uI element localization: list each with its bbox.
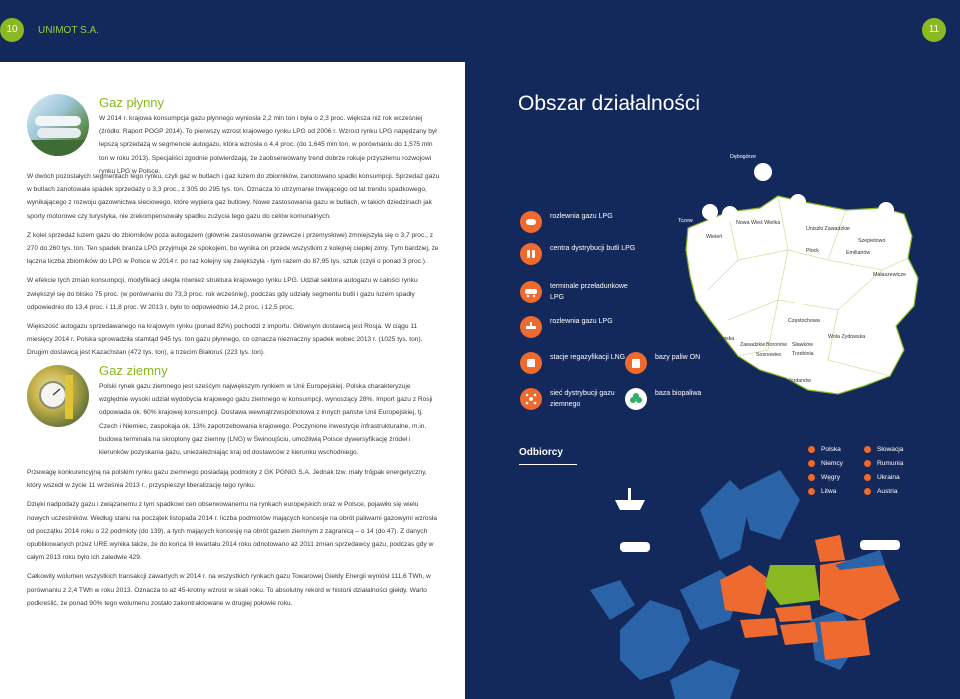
natgas-paragraph: Polski rynek gazu ziemnego jest sześćym największym rynkiem w Unii Europejskiej. Polska charakteryzuje względnie wysoki udział wydobycia krajowego gazu ziemnego w konsumpcji, wynoszący 28%. Import gazu z Rosji odpowiada ok. 60% krajowej konsumpcji. Dostawa wewnątrzwspólnotowa z innych państw Unii Europejskiej, tj. Czech i Niemiec, zaspokaja ok. 13% zapotrzebowania krajowego. Poczynione inwestycje infrastrukturalne, m.in. budowa terminala na skroplony gaz ziemny (LNG) w Świnoujściu, umożliwią Polsce dywersyfikację źródeł i kierunków pozyskania gazu, uniezależniając kraj od dostawców z kierunku wschodniego. bbox=[99, 383, 433, 457]
map-label: Zawadzkie bbox=[740, 342, 766, 348]
country-shape bbox=[590, 580, 635, 620]
map-marker bbox=[790, 194, 806, 210]
lpg-paragraph: W efekcie tych zmian konsumpcji, modyfikacji uległa również struktura krajowego rynku LPG. Udział sektora autogazu w całości rynku zwiększył się do blisko 75 proc. (w porównaniu do 73,3 proc. rok wcześniej), podczas gdy udziały segmentu butli i gazu luzem spadły odpowiednio do 13,4 proc. i 11,8 proc. W 2013 r. było to odpowiednio 14,2 proc. i 12,5 proc. bbox=[27, 277, 418, 311]
map-label: Sławków bbox=[792, 342, 813, 348]
country-shape bbox=[740, 470, 800, 540]
map-label: Boronów bbox=[766, 342, 787, 348]
bullet-icon bbox=[808, 460, 815, 467]
natgas-text-top bbox=[99, 380, 441, 465]
bullet-icon bbox=[808, 446, 815, 453]
lithuania-shape bbox=[815, 535, 845, 562]
lpg-text-body bbox=[27, 170, 441, 366]
map-marker bbox=[702, 204, 718, 220]
page-number-left: 10 bbox=[0, 18, 24, 42]
lpg-paragraph: Większość autogazu sprzedawanego na krajowym rynku (ponad 82%) pochodzi z importu. Głównym dostawcą jest Rosja. W ciągu 11 miesięcy 2014 r. Polska sprowadziła stamtąd 945 tys. ton gazu płynnego, co oznacza nieznaczny spadek wobec 2013 r. (1025 tys. ton). Drugim dostawcą jest Kazachstan (472 tys. ton), a trzecim Białoruś (223 tys. ton). bbox=[27, 323, 423, 357]
map-label: Wola Zydowska bbox=[828, 334, 866, 340]
recipients-divider bbox=[519, 464, 577, 465]
map-label: Wieleń bbox=[706, 234, 723, 240]
map-label: Emilianów bbox=[846, 250, 871, 256]
left-page bbox=[0, 0, 465, 699]
map-label: Jordanów bbox=[788, 378, 811, 384]
recipient-item: Litwa bbox=[808, 488, 836, 495]
rail-tanker-icon bbox=[860, 540, 900, 550]
tanks-illustration bbox=[27, 94, 89, 156]
recipient-item: Niemcy bbox=[808, 460, 843, 467]
legend-label: sieć dystrybucji gazu ziemnego bbox=[550, 390, 615, 408]
map-label: Tczew bbox=[678, 218, 693, 224]
legend-item-lng-stations bbox=[520, 352, 640, 374]
natgas-paragraph: Całkowity wolumen wszystkich transakcji zawartych w 2014 r. na wszystkich rynkach gazu Towarowej Giełdy Energii wyniósł 111,6 TWh, w porównaniu z 2,4 TWh w roku 2013. Oznacza to aż 45-krotny wzrost w skali roku. To absolutny rekord w historii działalności giełdy. Warto podkreślić, że ponad 90% tego wolumenu zostało zakontraktowane w drugiej połowie roku. bbox=[27, 573, 431, 607]
recipient-item: Węgry bbox=[808, 474, 840, 481]
gas-meter-photo bbox=[27, 365, 89, 427]
map-marker bbox=[790, 302, 806, 318]
map-label: Nowa Wieś Wielka bbox=[736, 220, 781, 226]
legend-item-terminals bbox=[520, 281, 640, 303]
romania-shape bbox=[820, 620, 870, 660]
country-shape bbox=[670, 660, 740, 699]
legend-label: terminale przeładunkowe LPG bbox=[550, 283, 628, 301]
recipient-countries bbox=[720, 535, 900, 660]
legend-item-gas-network bbox=[520, 388, 640, 410]
lpg-tanks-photo bbox=[27, 94, 89, 156]
natgas-heading: Gaz ziemny bbox=[99, 363, 168, 378]
natgas-paragraph: Przewagę konkurencyjną na polskim rynku gazu ziemnego posiadają podmioty z GK PGNiG S.A. Jednak tzw. mały trójpak energetyczny, który wszedł w życie 11 września 2013 r., przyspieszył liberalizację tego rynku. bbox=[27, 469, 427, 490]
lpg-paragraph: Z kolei sprzedaż luzem gazu do zbiorników poza autogazem (głównie zastosowanie grzewcze i przemysłowe) zmniejszyła się o 3,7 proc., z 270 do 260 tys. ton. Ten spadek branża LPG przyjmuje ze spokojem, bo wynika on przede wszystkim z kolejnej ciepłej zimy. Tym bardziej, że łączna liczba zbiorników do LPG w Polsce w 2014 r. po raz kolejny się zwiększyła - tym razem do 87,95 tys. sztuk (czyli o ponad 3 proc.). bbox=[27, 231, 439, 266]
slovakia-shape bbox=[775, 605, 812, 622]
natgas-paragraph: Dzięki nadpodaży gazu i związanemu z tym spadkowi cen obserwowanemu na rynkach europejskich oraz w Polsce, pojawiło się wielu nowych uczestników. Według stanu na początek listopada 2014 r. liczba podmiotów mających koncesje na obrót paliwami gazowymi wzrosła od początku 2014 roku o 22 podmioty (do 139), a tych mających koncesję na obrót gazem ziemnym z zagranicą – o 14 (do 47). Z danych opublikowanych przez URE wynika także, że do końca III kwartału 2014 roku odnotowano aż 2011 zmian sprzedawcy gazu, podczas gdy w całym 2013 roku było ich zaledwie 429. bbox=[27, 501, 437, 562]
map-marker bbox=[878, 202, 894, 218]
recipient-item: Polska bbox=[808, 446, 841, 453]
legend-item-cylinder-centers bbox=[520, 243, 640, 265]
country-shape bbox=[620, 600, 690, 680]
network-icon bbox=[520, 388, 542, 410]
legend-label: stacje regazyfikacji LNG bbox=[550, 354, 626, 361]
lpg-heading: Gaz płynny bbox=[99, 95, 165, 110]
recipients-heading: Odbiorcy bbox=[519, 447, 563, 458]
rail-tanker-icon bbox=[520, 281, 542, 303]
poland-outline bbox=[686, 196, 918, 394]
page-number-right: 11 bbox=[922, 18, 946, 42]
legend-item-lpg-plant-2 bbox=[520, 316, 640, 338]
germany-shape bbox=[720, 565, 770, 615]
legend-label: rozlewnia gazu LPG bbox=[550, 213, 613, 220]
recipient-item: Ukraina bbox=[864, 474, 900, 481]
map-label: Niwiska bbox=[716, 336, 735, 342]
truck-tank-icon bbox=[620, 542, 650, 552]
map-marker bbox=[754, 163, 772, 181]
company-name: UNIMOT S.A. bbox=[38, 25, 99, 36]
lpg-paragraph: W 2014 r. krajowa konsumpcja gazu płynnego wyniosła 2,2 mln ton i była o 2,3 proc. większa niż rok wcześniej (źródło: Raport POGP 2014). To pierwszy wzrost krajowego rynku LPG od 2006 r. Wzrost rynku LPG napędzany był lepszą sprzedażą w segmencie autogazu, która wzrosła o 4,4 proc. (do 1,645 mln ton, w porównaniu do 1,575 mln ton w roku 2013). Specjaliści zgodnie potwierdzają, że zaobserwowany trend dobrze rokuje przyszłemu rozwojowi rynku LPG w Polsce. bbox=[99, 115, 437, 175]
austria-shape bbox=[740, 618, 778, 638]
legend-item-lpg-plant bbox=[520, 211, 640, 233]
natgas-text-body bbox=[27, 466, 441, 616]
recipient-item: Austria bbox=[864, 488, 898, 495]
legend-label: baza biopaliwa bbox=[655, 390, 702, 397]
map-label: Uniszki Zawadzkie bbox=[806, 226, 850, 232]
ship-mast bbox=[628, 488, 631, 500]
lpg-paragraph: W dwóch pozostałych segmentach tego rynku, czyli gaz w butlach i gaz luzem do zbiorników, zanotowano spadki konsumpcji. Sprzedaż gazu w butlach zanotowała spadek sprzedaży o 3,3 proc., z 305 do 295 tys. ton. Oznacza to utrzymanie trwającego od lat trendu spadkowego, wynikającego z rozwoju gazownictwa sieciowego, które wypiera gaz butlowy. Nowe zastosowania gazu w butlach, w takich dziedzinach jak sporty motorowe czy turystyka, nie zrekompensowały spadku zużycia tego gazu do celów komunalnych. bbox=[27, 173, 440, 220]
poland-map bbox=[668, 150, 948, 420]
legend-label: bazy paliw ON bbox=[655, 354, 701, 361]
cylinders-icon bbox=[520, 243, 542, 265]
legend-label: centra dystrybucji butli LPG bbox=[550, 245, 636, 252]
legend-label: rozlewnia gazu LPG bbox=[550, 318, 613, 325]
map-label: Małaszewicze bbox=[873, 272, 906, 278]
map-label: Trzebinia bbox=[792, 351, 814, 357]
map-label: Sosnowiec bbox=[756, 352, 782, 358]
header-bar bbox=[0, 0, 465, 62]
bullet-icon bbox=[864, 460, 871, 467]
map-label: Płock bbox=[806, 248, 819, 254]
lng-station-icon bbox=[520, 352, 542, 374]
gas-tank-icon bbox=[520, 211, 542, 233]
map-marker bbox=[750, 310, 766, 326]
valve-icon bbox=[520, 316, 542, 338]
map-label: Częstochowa bbox=[788, 318, 820, 324]
clover-icon bbox=[625, 388, 647, 410]
map-label: Dębogórze bbox=[730, 154, 756, 160]
hungary-shape bbox=[780, 622, 818, 645]
europe-map bbox=[580, 470, 960, 699]
recipient-item: Rumunia bbox=[864, 460, 903, 467]
operations-title: Obszar działalności bbox=[518, 92, 701, 115]
fuel-can-icon bbox=[625, 352, 647, 374]
recipient-item: Słowacja bbox=[864, 446, 903, 453]
ship-icon bbox=[615, 500, 645, 510]
map-label: Szepietowo bbox=[858, 238, 886, 244]
gauge-illustration bbox=[27, 365, 89, 427]
bullet-icon bbox=[864, 446, 871, 453]
poland-shape bbox=[765, 565, 820, 605]
